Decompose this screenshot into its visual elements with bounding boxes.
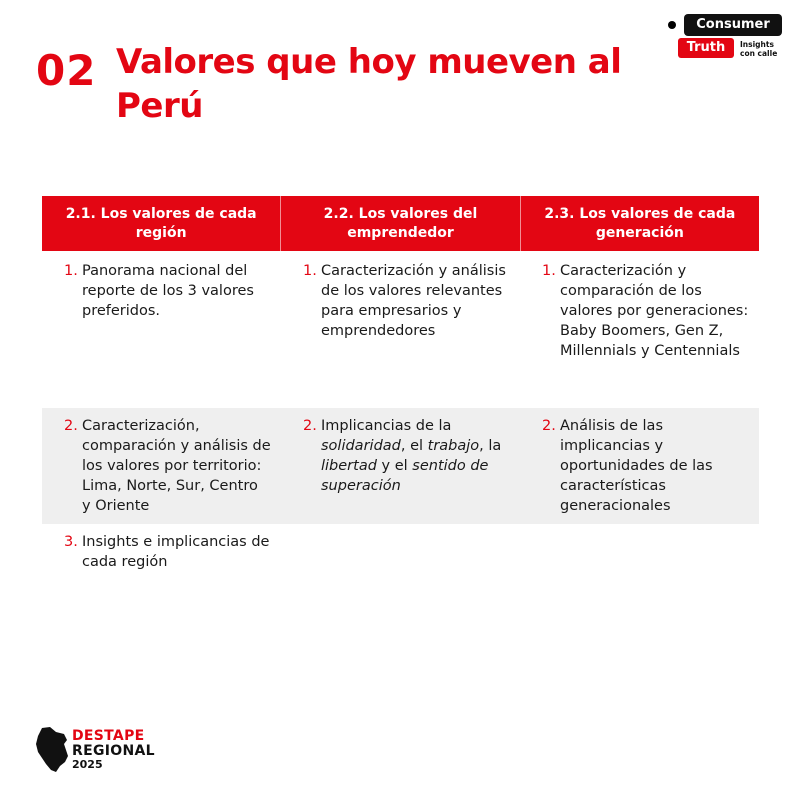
footer-line-1: DESTAPE [72, 728, 145, 744]
column-header-entrepreneur: 2.2. Los valores del emprendedor [280, 196, 519, 251]
brand-name-bottom: Truth [678, 38, 734, 58]
emphasis-solidaridad: solidaridad [321, 438, 401, 454]
column-header-regions: 2.1. Los valores de cada región [65, 205, 257, 241]
item-number: 2. [303, 418, 317, 434]
logo-dot-icon [668, 21, 676, 29]
table-cell-empty [520, 524, 759, 584]
table-cell-empty [281, 524, 520, 584]
table-cell [520, 251, 759, 408]
item-number: 3. [64, 534, 78, 550]
page-title: Valores que hoy mueven al Perú [116, 42, 622, 126]
item-text: Análisis de las implicancias y oportunidades de las características generacionales [560, 418, 713, 514]
table-cell [42, 251, 281, 408]
table-row [42, 251, 759, 408]
peru-map-icon [34, 726, 70, 774]
footer-logo [34, 726, 174, 774]
column-header-generation: 2.3. Los valores de cada generación [520, 196, 759, 251]
item-text: Caracterización, comparación y análisis de los valores por territorio: Lima, Norte, Sur, Centro y Oriente [82, 418, 271, 514]
table-cell [281, 251, 520, 408]
footer-line-2: REGIONAL [72, 743, 155, 759]
item-text: Panorama nacional del reporte de los 3 valores preferidos. [82, 263, 254, 319]
brand-logo [668, 14, 788, 70]
emphasis-libertad: libertad [321, 458, 377, 474]
item-number: 1. [303, 263, 317, 279]
section-number: 02 [36, 46, 97, 95]
item-number: 2. [542, 418, 556, 434]
table-cell [42, 408, 281, 524]
item-number: 2. [64, 418, 78, 434]
table-row [42, 524, 759, 584]
table-cell [281, 408, 520, 524]
emphasis-trabajo: trabajo [427, 438, 480, 454]
footer-line-3: 2025 [72, 758, 103, 771]
brand-name-top: Consumer [684, 14, 782, 36]
item-number: 1. [64, 263, 78, 279]
emphasis-superacion: sentido de superación [321, 458, 489, 494]
item-text: Insights e implicancias de cada región [82, 534, 270, 570]
table-header [42, 196, 759, 251]
item-number: 1. [542, 263, 556, 279]
item-text: Implicancias de la solidaridad, el trabajo, la libertad y el sentido de superación [321, 418, 502, 494]
item-text: Caracterización y comparación de los valores por generaciones: Baby Boomers, Gen Z, Millennials y Centennials [560, 263, 749, 359]
brand-tagline: Insights con calle [740, 40, 778, 58]
item-text: Caracterización y análisis de los valores relevantes para empresarios y emprendedores [321, 263, 506, 339]
content-table [42, 196, 759, 584]
table-cell [520, 408, 759, 524]
table-cell [42, 524, 281, 584]
table-row [42, 408, 759, 524]
